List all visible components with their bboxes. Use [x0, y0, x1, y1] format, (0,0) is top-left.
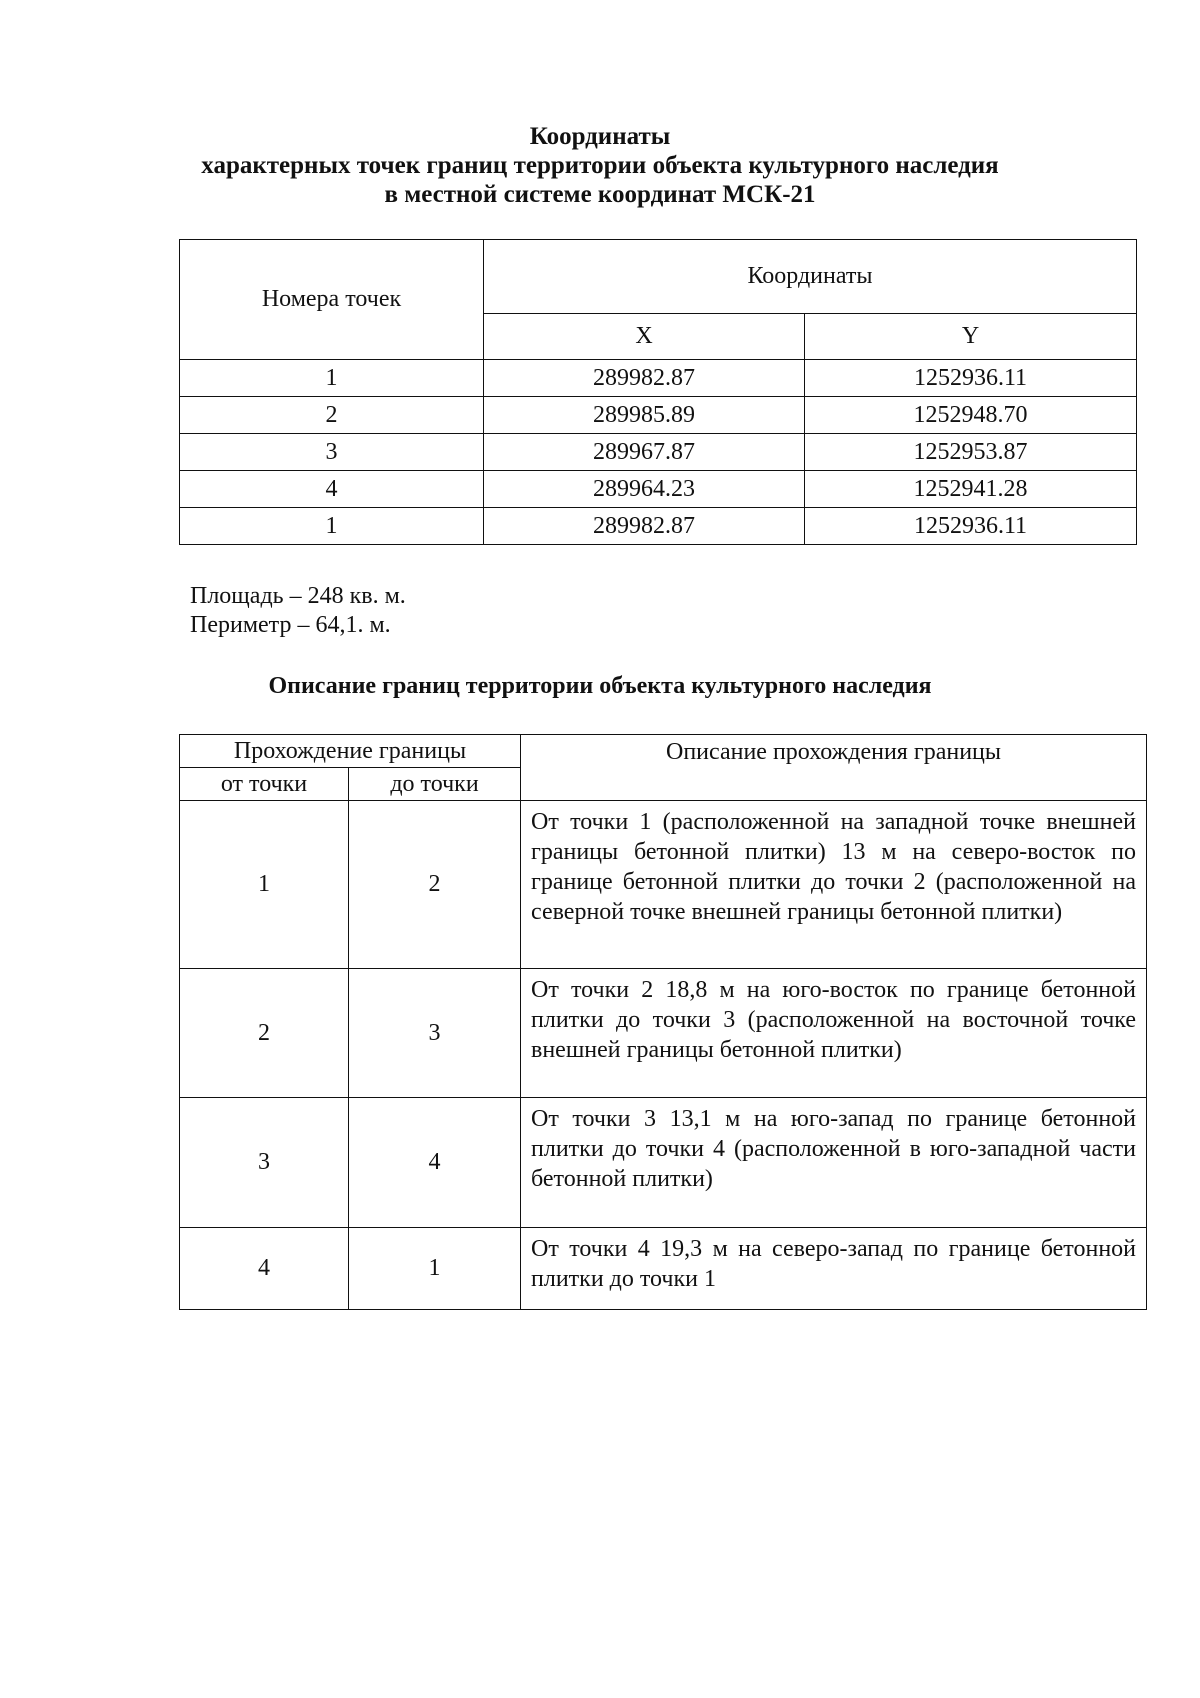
from-point: 4 — [180, 1228, 349, 1310]
to-point: 1 — [349, 1228, 521, 1310]
header-coordinates: Координаты — [484, 240, 1137, 314]
title-line-3: в местной системе координат МСК-21 — [384, 181, 816, 208]
title-line-1: Координаты — [529, 123, 671, 150]
coordinates-table — [179, 239, 1137, 545]
header-boundary-passage: Прохождение границы — [180, 735, 521, 768]
from-point: 3 — [180, 1098, 349, 1228]
point-number: 4 — [180, 471, 484, 508]
table-row — [180, 969, 1147, 1098]
point-number: 2 — [180, 397, 484, 434]
from-point: 2 — [180, 969, 349, 1098]
header-to-point: до точки — [349, 768, 521, 801]
coord-x: 289964.23 — [484, 471, 805, 508]
table-row — [180, 471, 1137, 508]
passage-description: От точки 3 13,1 м на юго-запад по границе бетонной плитки до точки 4 (расположенной в юго-западной части бетонной плитки) — [521, 1098, 1147, 1228]
header-point-numbers: Номера точек — [180, 240, 484, 360]
boundary-description-table — [179, 734, 1147, 1310]
table-row — [180, 1098, 1147, 1228]
table-row — [180, 360, 1137, 397]
coord-y: 1252936.11 — [805, 508, 1137, 545]
table-row — [180, 1228, 1147, 1310]
coord-y: 1252953.87 — [805, 434, 1137, 471]
table-row — [180, 434, 1137, 471]
table-row — [180, 801, 1147, 969]
passage-description: От точки 1 (расположенной на западной точке внешней границы бетонной плитки) 13 м на северо-восток по границе бетонной плитки до точки 2 (расположенной на северной точке внешней границы бетонной плитки) — [521, 801, 1147, 969]
table-row — [180, 397, 1137, 434]
to-point: 4 — [349, 1098, 521, 1228]
header-from-point: от точки — [180, 768, 349, 801]
point-number: 1 — [180, 508, 484, 545]
to-point: 3 — [349, 969, 521, 1098]
coord-x: 289967.87 — [484, 434, 805, 471]
coord-x: 289985.89 — [484, 397, 805, 434]
passage-description: От точки 2 18,8 м на юго-восток по границе бетонной плитки до точки 3 (расположенной на восточной точке внешней границы бетонной плитки) — [521, 969, 1147, 1098]
header-passage-description: Описание прохождения границы — [521, 735, 1147, 801]
header-y: Y — [805, 314, 1137, 360]
description-title: Описание границ территории объекта культурного наследия — [268, 673, 932, 699]
coord-y: 1252936.11 — [805, 360, 1137, 397]
from-point: 1 — [180, 801, 349, 969]
coord-y: 1252941.28 — [805, 471, 1137, 508]
coord-y: 1252948.70 — [805, 397, 1137, 434]
coord-x: 289982.87 — [484, 508, 805, 545]
area-perimeter-summary — [190, 582, 406, 640]
area-text: Площадь – 248 кв. м. — [190, 583, 406, 609]
table-row — [180, 508, 1137, 545]
to-point: 2 — [349, 801, 521, 969]
coord-x: 289982.87 — [484, 360, 805, 397]
point-number: 3 — [180, 434, 484, 471]
header-x: X — [484, 314, 805, 360]
passage-description: От точки 4 19,3 м на северо-запад по границе бетонной плитки до точки 1 — [521, 1228, 1147, 1310]
perimeter-text: Периметр – 64,1. м. — [190, 612, 391, 638]
document-title — [0, 122, 1200, 209]
title-line-2: характерных точек границ территории объекта культурного наследия — [201, 152, 999, 179]
point-number: 1 — [180, 360, 484, 397]
